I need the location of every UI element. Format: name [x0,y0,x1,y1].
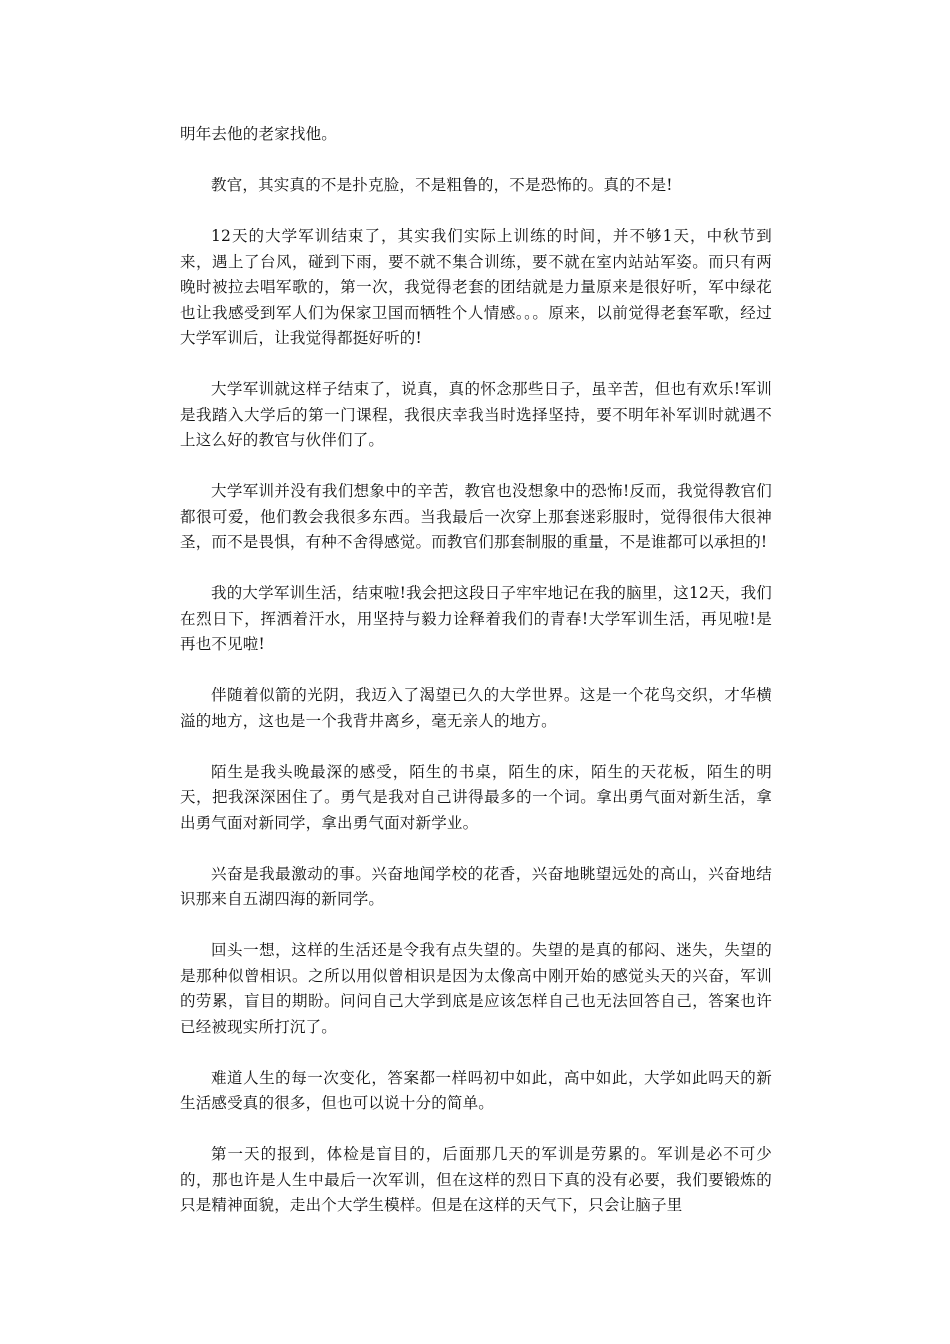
paragraph-8: 陌生是我头晚最深的感受，陌生的书桌，陌生的床，陌生的天花板，陌生的明天，把我深深困住了。勇气是我对自己讲得最多的一个词。拿出勇气面对新生活，拿出勇气面对新同学，拿出勇气面对新学业。 [180,762,772,832]
paragraph-10: 回头一想，这样的生活还是令我有点失望的。失望的是真的郁闷、迷失，失望的是那种似曾相识。之所以用似曾相识是因为太像高中刚开始的感觉头天的兴奋，军训的劳累，盲目的期盼。问问自己大学到底是应该怎样自己也无法回答自己，答案也许已经被现实所打沉了。 [180,941,772,1036]
paragraph-6: 我的大学军训生活，结束啦!我会把这段日子牢牢地记在我的脑里，这12天，我们在烈日下，挥洒着汗水，用坚持与毅力诠释着我们的青春!大学军训生活，再见啦!是再也不见啦! [180,584,772,653]
paragraph-2: 教官，其实真的不是扑克脸，不是粗鲁的，不是恐怖的。真的不是! [211,176,673,194]
paragraph-11: 难道人生的每一次变化，答案都一样吗初中如此，高中如此，大学如此吗天的新生活感受真的很多，但也可以说十分的简单。 [180,1068,772,1112]
paragraph-3: 12天的大学军训结束了，其实我们实际上训练的时间，并不够1天，中秋节到来，遇上了台风，碰到下雨，要不就不集合训练，要不就在室内站站军姿。而只有两晚时被拉去唱军歌的，第一次，我觉得老套的团结就是力量原来是很好听，军中绿花也让我感受到军人们为保家卫国而牺牲个人情感。。。原来，以前觉得老套军歌，经过大学军训后，让我觉得都挺好听的! [180,227,772,347]
paragraph-5: 大学军训并没有我们想象中的辛苦，教官也没想象中的恐怖!反而，我觉得教官们都很可爱，他们教会我很多东西。当我最后一次穿上那套迷彩服时，觉得很伟大很神圣，而不是畏惧，有种不舍得感觉。而教官们那套制服的重量，不是谁都可以承担的! [180,482,772,551]
document-body [180,122,772,1244]
paragraph-4: 大学军训就这样子结束了，说真，真的怀念那些日子，虽辛苦，但也有欢乐!军训是我踏入大学后的第一门课程，我很庆幸我当时选择坚持，要不明年补军训时就遇不上这么好的教官与伙伴们了。 [180,380,772,449]
paragraph-12: 第一天的报到，体检是盲目的，后面那几天的军训是劳累的。军训是必不可少的，那也许是人生中最后一次军训，但在这样的烈日下真的没有必要，我们要锻炼的只是精神面貌，走出个大学生模样。但是在这样的天气下，只会让脑子里 [180,1145,772,1214]
paragraph-1: 明年去他的老家找他。 [180,125,338,143]
paragraph-9: 兴奋是我最激动的事。兴奋地闻学校的花香，兴奋地眺望远处的高山，兴奋地结识那来自五湖四海的新同学。 [180,864,772,908]
paragraph-7: 伴随着似箭的光阴，我迈入了渴望已久的大学世界。这是一个花鸟交织，才华横溢的地方，这也是一个我背井离乡，毫无亲人的地方。 [180,686,772,730]
